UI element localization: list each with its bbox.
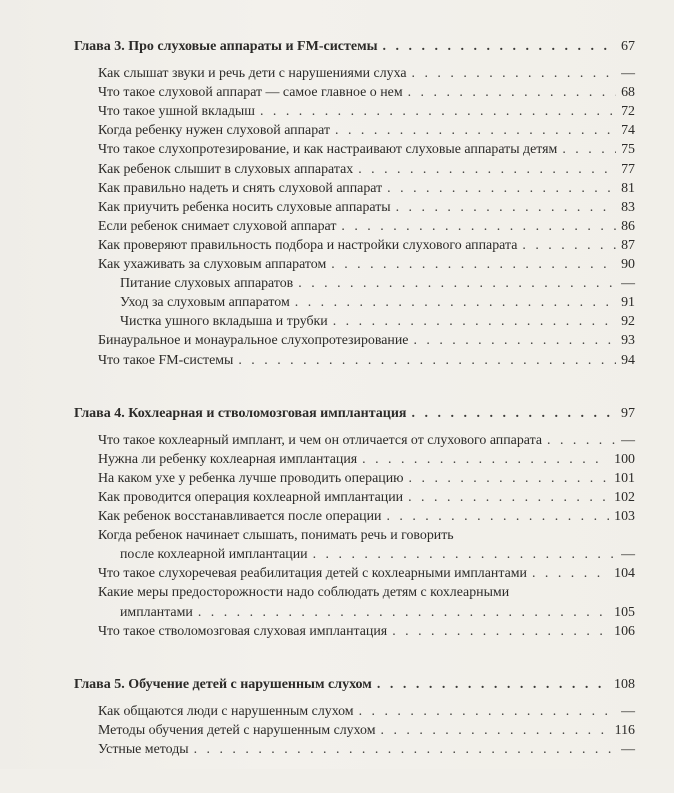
page-number: 97 [621,405,635,421]
dot-leader [412,404,617,423]
entry-title: Если ребенок снимает слуховой аппарат [98,218,337,234]
chapter-4 [74,404,635,641]
entry-title: Как общаются люди с нарушенным слухом [98,703,354,719]
page-number: 74 [621,123,635,139]
dot-leader [392,622,609,641]
toc-subentry [74,312,635,331]
toc-entry-line2 [74,603,635,622]
page-number: 75 [621,142,635,158]
entry-title: Что такое слухоречевая реабилитация детей с кохлеарными имплантами [98,566,527,582]
toc-entry [74,331,635,350]
entry-title: Чистка ушного вкладыша и трубки [120,314,328,330]
dot-leader [396,198,617,217]
chapter-title: Глава 5. Обучение детей с нарушенным слухом [74,676,372,692]
entry-title: Методы обучения детей с нарушенным слухом [98,722,376,738]
page-number: 92 [621,314,635,330]
entry-title-continued: после кохлеарной имплантации [120,547,308,563]
toc-entry [74,564,635,583]
dot-leader [331,255,616,274]
page-number: — [621,66,635,82]
table-of-contents [74,37,635,793]
dot-leader [260,102,616,121]
chapter-title: Глава 3. Про слуховые аппараты и FM-системы [74,39,378,54]
entry-title: Что такое ушной вкладыш [98,104,255,120]
page-number: — [621,703,635,719]
dot-leader [383,37,616,56]
page-number: 101 [614,470,635,486]
dot-leader [335,121,616,140]
dot-leader [381,721,610,740]
toc-entry [74,740,635,759]
dot-leader [408,83,617,102]
entry-title: Что такое кохлеарный имплант, и чем он отличается от слухового аппарата [98,432,542,448]
toc-entry [74,198,635,217]
toc-entry [74,450,635,469]
dot-leader [238,351,616,370]
dot-leader [377,675,609,694]
toc-entry-line1 [74,583,635,602]
chapter-3 [74,37,635,370]
toc-entry [74,140,635,159]
entry-title: Что такое FM-системы [98,352,234,368]
page-number: 93 [621,333,635,349]
entry-title: Что такое слуховой аппарат — самое главное о нем [98,85,403,101]
page-number: — [621,432,635,448]
entry-title: Бинауральное и монауральное слухопротезирование [98,333,409,349]
chapter-heading [74,37,635,56]
entry-title: Как проверяют правильность подбора и настройки слухового аппарата [98,237,518,253]
entry-title: На каком ухе у ребенка лучше проводить операцию [98,470,404,486]
dot-leader [413,331,616,350]
toc-entry [74,236,635,255]
page-number: 67 [621,39,635,54]
dot-leader [194,740,617,759]
page-number: 94 [621,352,635,368]
dot-leader [547,431,616,450]
toc-entry [74,64,635,83]
page-number: 100 [614,451,635,467]
page-number: 103 [614,509,635,525]
page-number: 106 [614,623,635,639]
dot-leader [522,236,616,255]
dot-leader [341,217,616,236]
page-number: 116 [614,722,635,738]
entry-title: Как ребенок восстанавливается после операции [98,509,382,525]
dot-leader [298,274,616,293]
toc-entry [74,488,635,507]
entry-title: Как проводится операция кохлеарной имплантации [98,489,404,505]
toc-entry [74,469,635,488]
toc-entry [74,160,635,179]
page-number: 81 [621,180,635,196]
toc-entry [74,431,635,450]
toc-entry [74,721,635,740]
page-number: — [621,276,635,292]
page-number: — [621,742,635,757]
entry-title-continued: имплантами [120,604,193,620]
page-number: 87 [621,237,635,253]
dot-leader [386,507,609,526]
toc-entry [74,507,635,526]
dot-leader [408,488,609,507]
entry-title: Когда ребенок начинает слышать, понимать речь и говорить [98,528,454,544]
entry-title: Когда ребенку нужен слуховой аппарат [98,123,331,139]
page-number: 102 [614,489,635,505]
toc-entry-line2 [74,545,635,564]
entry-title: Как приучить ребенка носить слуховые аппараты [98,199,391,215]
chapter-5 [74,675,635,759]
dot-leader [412,64,617,83]
page-number: 72 [621,104,635,120]
entry-title: Что такое стволомозговая слуховая имплантация [98,623,388,639]
dot-leader [358,160,616,179]
dot-leader [333,312,616,331]
page-number: 68 [621,85,635,101]
toc-subentry [74,274,635,293]
toc-entry [74,121,635,140]
toc-entry [74,255,635,274]
entry-title: Питание слуховых аппаратов [120,276,294,292]
page-number: 77 [621,161,635,177]
dot-leader [387,179,616,198]
entry-title: Как правильно надеть и снять слуховой аппарат [98,180,383,196]
dot-leader [362,450,609,469]
toc-entry [74,622,635,641]
dot-leader [562,140,616,159]
chapter-title: Глава 4. Кохлеарная и стволомозговая имплантация [74,405,407,421]
chapter-heading [74,404,635,423]
toc-entry [74,83,635,102]
toc-subentry [74,293,635,312]
chapter-heading [74,675,635,694]
entry-title: Устные методы [98,742,189,757]
entry-title: Что такое слухопротезирование, и как настраивают слуховые аппараты детям [98,142,558,158]
toc-entry [74,102,635,121]
dot-leader [532,564,609,583]
toc-entry [74,351,635,370]
toc-entry [74,179,635,198]
entry-title: Какие меры предосторожности надо соблюдать детям с кохлеарными [98,585,510,601]
page-number: 91 [621,295,635,311]
page-number: — [621,547,635,563]
dot-leader [295,293,616,312]
page-number: 83 [621,199,635,215]
entry-title: Нужна ли ребенку кохлеарная имплантация [98,451,358,467]
page-number: 108 [614,676,635,692]
dot-leader [313,545,617,564]
toc-entry [74,217,635,236]
page-number: 90 [621,257,635,273]
page-number: 86 [621,218,635,234]
page-number: 105 [614,604,635,620]
page-number: 104 [614,566,635,582]
toc-entry [74,702,635,721]
toc-entry-line1 [74,526,635,545]
entry-title: Как ухаживать за слуховым аппаратом [98,257,327,273]
dot-leader [409,469,610,488]
dot-leader [359,702,617,721]
entry-title: Уход за слуховым аппаратом [120,295,290,311]
entry-title: Как слышат звуки и речь дети с нарушениями слуха [98,66,407,82]
entry-title: Как ребенок слышит в слуховых аппаратах [98,161,354,177]
dot-leader [198,603,609,622]
